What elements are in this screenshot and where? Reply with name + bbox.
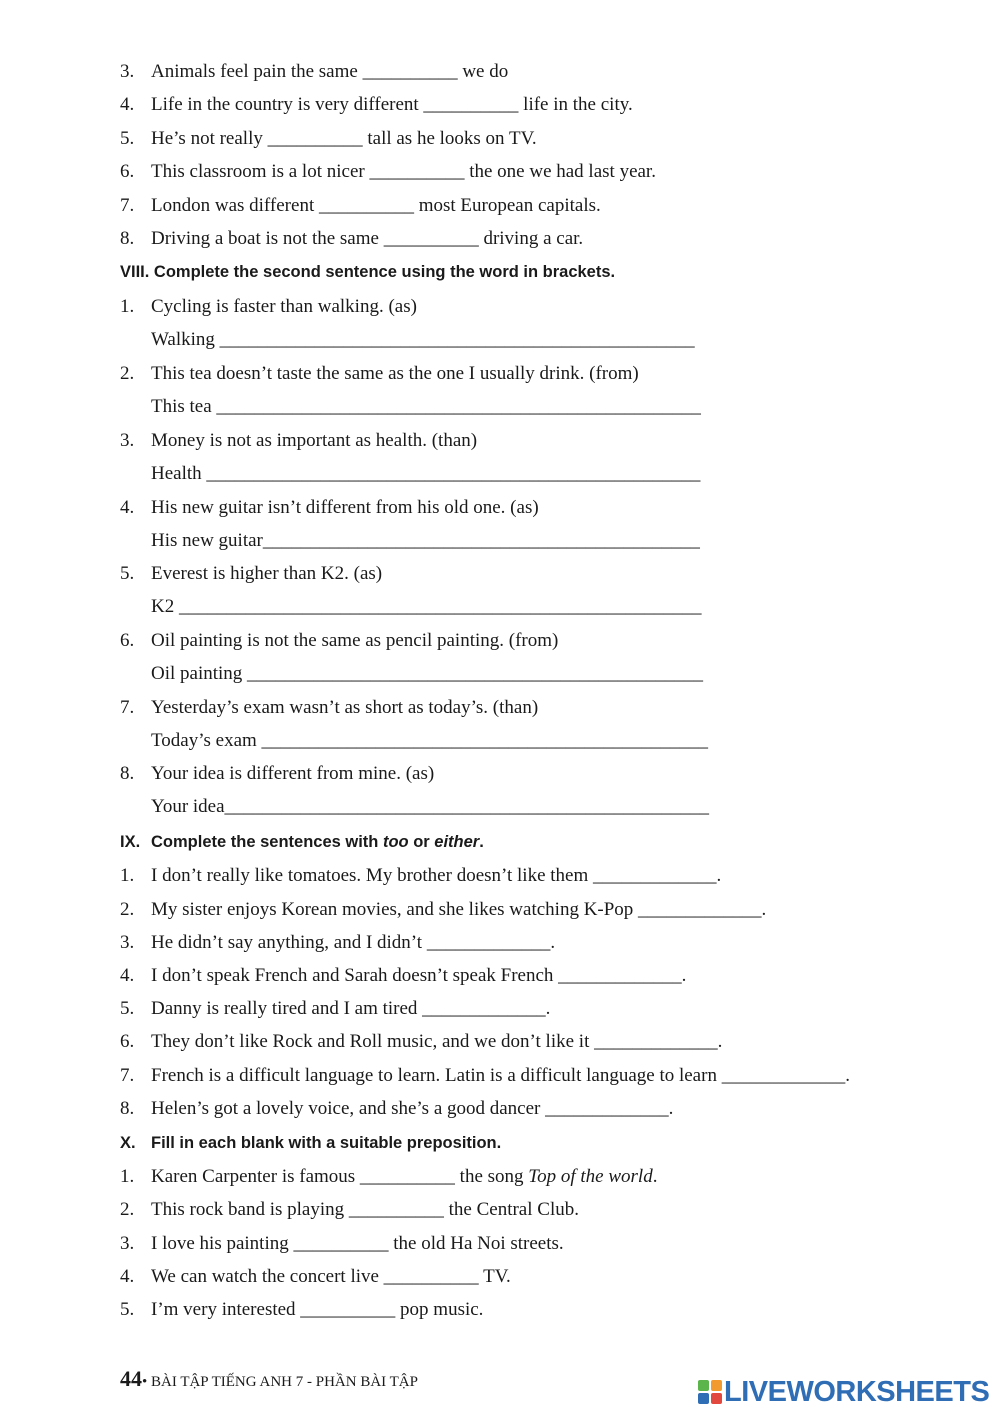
sentence-text: Cycling is faster than walking. (as) — [151, 296, 417, 317]
page-number: 44 — [120, 1366, 142, 1391]
sentence-text: This classroom is a lot nicer __________ the one we had last year. — [151, 161, 656, 182]
exercise-item: 3. Money is not as important as health. (than) — [120, 430, 478, 451]
exercise-item: 5. Danny is really tired and I am tired _____________. — [120, 998, 551, 1019]
sentence-text: London was different __________ most European capitals. — [151, 195, 601, 216]
exercise-item: 8. Helen’s got a lovely voice, and she’s a good dancer _____________. — [120, 1098, 674, 1119]
exercise-item: 1. Karen Carpenter is famous __________ the song Top of the world. — [120, 1166, 658, 1187]
sentence-text: I love his painting __________ the old Ha Noi streets. — [151, 1233, 564, 1254]
sentence-text: Yesterday’s exam wasn’t as short as today’s. (than) — [151, 697, 539, 718]
exercise-item: 6. Oil painting is not the same as pencil painting. (from) — [120, 630, 559, 651]
liveworksheets-logo[interactable] — [698, 1376, 989, 1408]
sentence-text: Danny is really tired and I am tired _____________. — [151, 998, 551, 1019]
answer-line[interactable]: K2 _______________________________________________________ — [151, 596, 702, 617]
sentence-text: This rock band is playing __________ the Central Club. — [151, 1199, 579, 1220]
sentence-text: Driving a boat is not the same __________ driving a car. — [151, 228, 584, 249]
exercise-item: 4. Life in the country is very different __________ life in the city. — [120, 94, 633, 115]
exercise-item: 7. London was different __________ most European capitals. — [120, 195, 601, 216]
sentence-text: Oil painting is not the same as pencil painting. (from) — [151, 630, 559, 651]
exercise-item: 8. Driving a boat is not the same __________ driving a car. — [120, 228, 584, 249]
sentence-text: Money is not as important as health. (than) — [151, 430, 478, 451]
sentence-text: They don’t like Rock and Roll music, and we don’t like it _____________. — [151, 1031, 723, 1052]
answer-line[interactable]: Your idea___________________________________________________ — [151, 796, 710, 817]
section-heading-x: X. Fill in each blank with a suitable preposition. — [120, 1134, 502, 1152]
sentence-text: His new guitar isn’t different from his old one. (as) — [151, 497, 539, 518]
exercise-item: 2. My sister enjoys Korean movies, and she likes watching K-Pop _____________. — [120, 899, 767, 920]
sentence-text: Life in the country is very different __________ life in the city. — [151, 94, 633, 115]
page-footer — [120, 1364, 418, 1394]
exercise-item: 2. This tea doesn’t taste the same as the one I usually drink. (from) — [120, 363, 639, 384]
exercise-item: 3. I love his painting __________ the old Ha Noi streets. — [120, 1233, 564, 1254]
sentence-text: Animals feel pain the same __________ we do — [151, 61, 509, 82]
book-title: • BÀI TẬP TIẾNG ANH 7 - PHẦN BÀI TẬP — [142, 1374, 418, 1390]
exercise-item: 2. This rock band is playing __________ the Central Club. — [120, 1199, 579, 1220]
sentence-text: Helen’s got a lovely voice, and she’s a good dancer _____________. — [151, 1098, 674, 1119]
logo-text: LIVEWORKSHEETS — [724, 1375, 990, 1408]
sentence-text: I’m very interested __________ pop music. — [151, 1299, 484, 1320]
sentence-text: We can watch the concert live __________ TV. — [151, 1266, 511, 1287]
section-heading-ix: IX. Complete the sentences with too or either. — [120, 833, 484, 851]
exercise-item: 7. French is a difficult language to learn. Latin is a difficult language to learn _____________. — [120, 1065, 850, 1086]
sentence-text: My sister enjoys Korean movies, and she likes watching K-Pop _____________. — [151, 899, 767, 920]
answer-line[interactable]: Today’s exam _______________________________________________ — [151, 730, 709, 751]
exercise-item: 4. I don’t speak French and Sarah doesn’t speak French _____________. — [120, 965, 687, 986]
exercise-item: 5. Everest is higher than K2. (as) — [120, 563, 383, 584]
sentence-text: I don’t really like tomatoes. My brother doesn’t like them _____________. — [151, 865, 722, 886]
sentence-text: French is a difficult language to learn. Latin is a difficult language to learn _____________. — [151, 1065, 850, 1086]
exercise-item: 1. Cycling is faster than walking. (as) — [120, 296, 417, 317]
exercise-item: 3. Animals feel pain the same __________ we do — [120, 61, 509, 82]
answer-line[interactable]: His new guitar______________________________________________ — [151, 530, 700, 551]
exercise-item: 6. They don’t like Rock and Roll music, and we don’t like it _____________. — [120, 1031, 723, 1052]
exercise-item: 5. He’s not really __________ tall as he looks on TV. — [120, 128, 537, 149]
exercise-item: 4. His new guitar isn’t different from his old one. (as) — [120, 497, 539, 518]
sentence-text: Your idea is different from mine. (as) — [151, 763, 435, 784]
section-heading-viii: VIII. Complete the second sentence using the word in brackets. — [120, 263, 616, 281]
song-title: Top of the world — [528, 1166, 653, 1187]
answer-line[interactable]: Health ____________________________________________________ — [151, 463, 701, 484]
sentence-text: This tea doesn’t taste the same as the one I usually drink. (from) — [151, 363, 639, 384]
sentence-text: Everest is higher than K2. (as) — [151, 563, 383, 584]
sentence-text: I don’t speak French and Sarah doesn’t speak French _____________. — [151, 965, 687, 986]
exercise-item: 6. This classroom is a lot nicer __________ the one we had last year. — [120, 161, 656, 182]
sentence-text: He’s not really __________ tall as he looks on TV. — [151, 128, 537, 149]
answer-line[interactable]: Oil painting ________________________________________________ — [151, 663, 704, 684]
exercise-item: 3. He didn’t say anything, and I didn’t _____________. — [120, 932, 556, 953]
sentence-text: He didn’t say anything, and I didn’t _____________. — [151, 932, 556, 953]
exercise-item: 4. We can watch the concert live __________ TV. — [120, 1266, 511, 1287]
answer-line[interactable]: This tea ___________________________________________________ — [151, 396, 701, 417]
exercise-item: 5. I’m very interested __________ pop music. — [120, 1299, 484, 1320]
liveworksheets-icon — [698, 1380, 722, 1404]
sentence-text: Karen Carpenter is famous __________ the song — [151, 1166, 529, 1187]
exercise-item: 7. Yesterday’s exam wasn’t as short as today’s. (than) — [120, 697, 539, 718]
exercise-item: 8. Your idea is different from mine. (as) — [120, 763, 435, 784]
answer-line[interactable]: Walking __________________________________________________ — [151, 329, 695, 350]
exercise-item: 1. I don’t really like tomatoes. My brother doesn’t like them _____________. — [120, 865, 722, 886]
